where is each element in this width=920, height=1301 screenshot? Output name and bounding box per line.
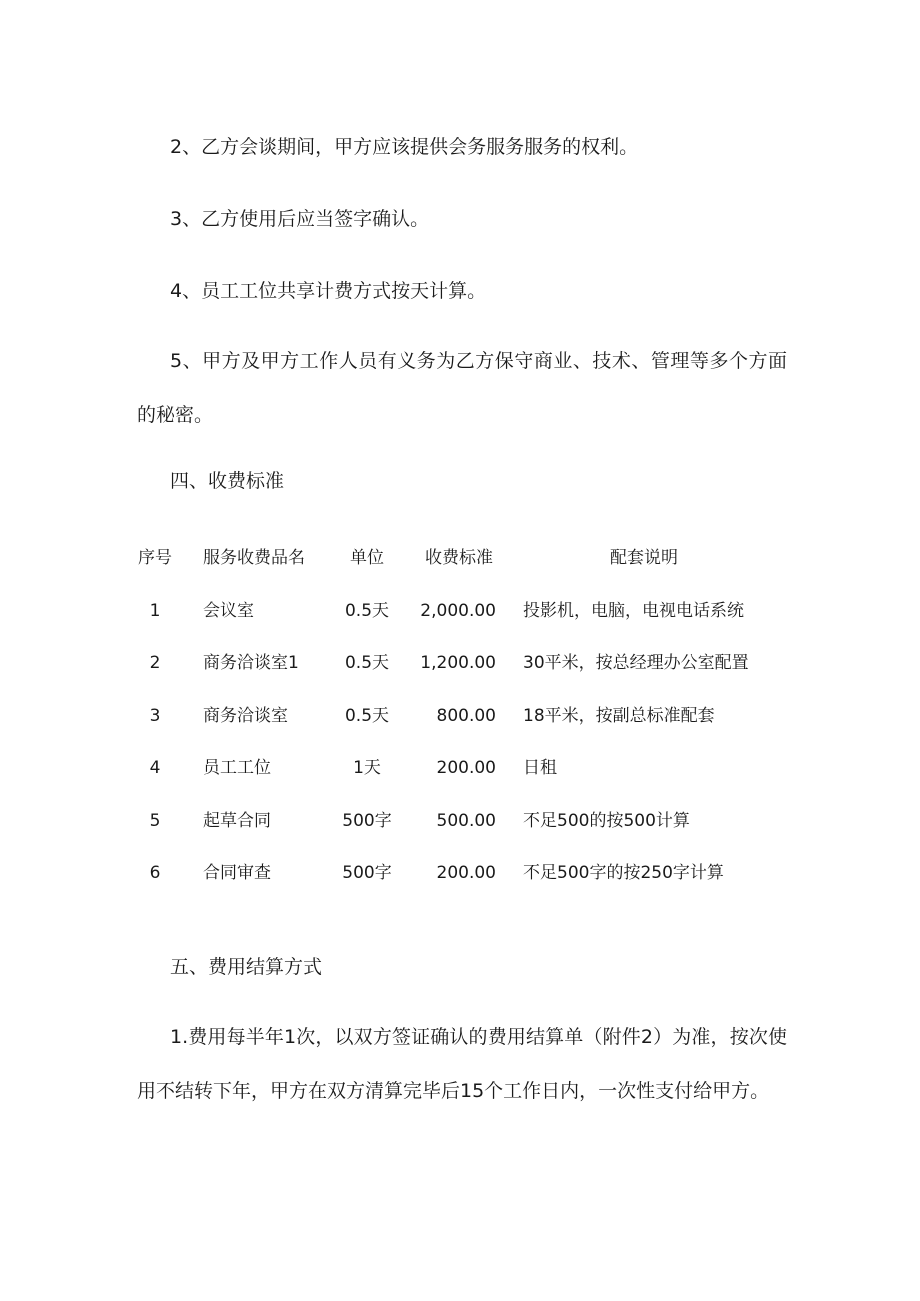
row-name: 起草合同 (203, 810, 271, 831)
row-note: 不足500字的按250字计算 (523, 863, 724, 883)
row-unit: 500字 (342, 863, 392, 883)
row-note: 18平米，按副总标准配套 (523, 705, 715, 726)
header-fee: 收费标准 (425, 548, 493, 568)
row-note: 日租 (523, 758, 557, 778)
row-name: 商务洽谈室1 (203, 653, 299, 673)
table-row (0, 646, 920, 699)
row-no: 1 (149, 600, 161, 621)
table-row (0, 751, 920, 804)
row-unit: 1天 (353, 758, 381, 778)
row-note: 不足500的按500计算 (523, 810, 690, 831)
row-no: 4 (149, 758, 161, 778)
row-unit: 0.5天 (344, 653, 390, 673)
section-5-title: 五、费用结算方式 (170, 956, 323, 978)
row-no: 6 (149, 863, 161, 883)
table-row (0, 699, 920, 752)
clause-5: 5、甲方及甲方工作人员有义务为乙方保守商业、技术、管理等多个方面的秘密。 (137, 350, 787, 426)
row-fee: 200.00 (436, 758, 496, 778)
row-fee: 500.00 (436, 810, 496, 831)
table-row (0, 856, 920, 909)
row-fee: 800.00 (436, 705, 496, 726)
header-note: 配套说明 (610, 548, 678, 568)
row-name: 商务洽谈室 (203, 705, 288, 726)
row-unit: 0.5天 (344, 600, 390, 621)
row-no: 5 (149, 810, 161, 831)
row-name: 员工工位 (203, 758, 271, 778)
row-note: 投影机，电脑，电视电话系统 (523, 600, 744, 621)
row-name: 会议室 (203, 600, 254, 621)
fee-table-header (0, 541, 920, 594)
row-unit: 0.5天 (344, 705, 390, 726)
row-fee: 2,000.00 (420, 600, 496, 621)
row-no: 2 (149, 653, 161, 673)
section-5-paragraph: 1.费用每半年1次，以双方签证确认的费用结算单（附件2）为准，按次使用不结转下年，甲方在双方清算完毕后15个工作日内，一次性支付给甲方。 (137, 1026, 787, 1102)
clause-3: 3、乙方使用后应当签字确认。 (170, 208, 430, 230)
header-unit: 单位 (350, 548, 384, 568)
row-name: 合同审查 (203, 863, 271, 883)
header-no: 序号 (138, 548, 172, 568)
table-row (0, 594, 920, 647)
clause-4: 4、员工工位共享计费方式按天计算。 (170, 280, 487, 302)
row-fee: 200.00 (436, 863, 496, 883)
row-no: 3 (149, 705, 161, 726)
clause-2: 2、乙方会谈期间，甲方应该提供会务服务服务的权利。 (170, 136, 639, 158)
row-note: 30平米，按总经理办公室配置 (523, 653, 749, 673)
table-row (0, 804, 920, 857)
fee-table (0, 541, 920, 909)
section-4-title: 四、收费标准 (170, 470, 285, 492)
header-name: 服务收费品名 (203, 548, 305, 568)
row-fee: 1,200.00 (420, 653, 496, 673)
row-unit: 500字 (342, 810, 392, 831)
